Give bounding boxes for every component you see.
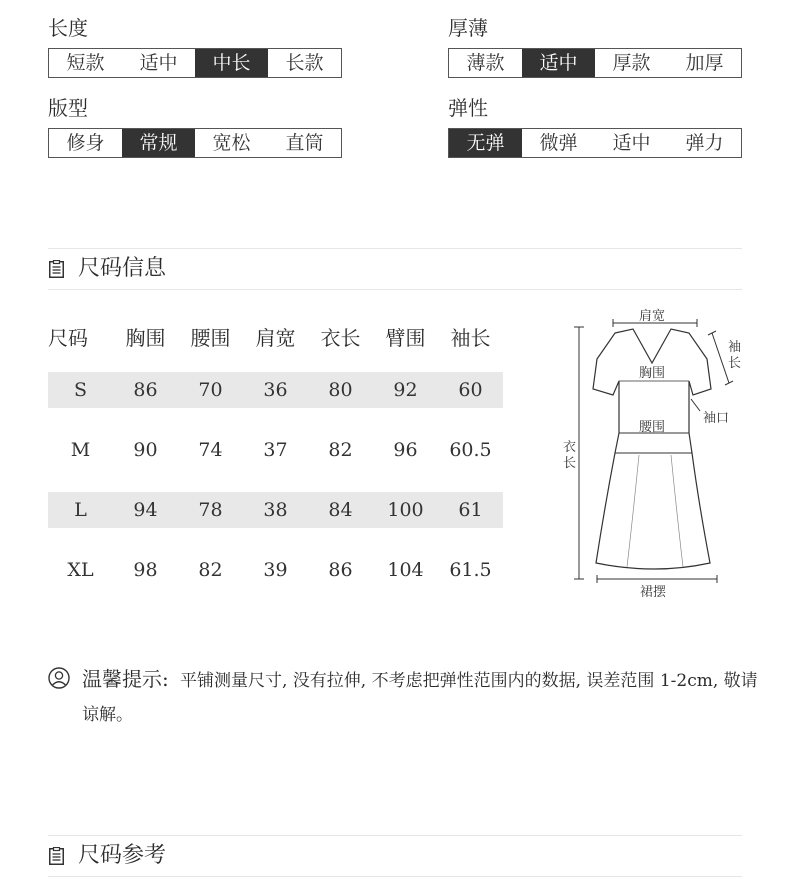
- length-option-medium: 适中: [139, 52, 178, 74]
- cell-size: XL: [67, 559, 94, 581]
- cell-shoulder: 36: [263, 379, 288, 401]
- cell-arm: 104: [387, 559, 424, 581]
- thickness-title: 厚薄: [448, 16, 488, 40]
- cell-sleeve: 61.5: [449, 559, 492, 581]
- fit-option-loose: 宽松: [212, 132, 251, 154]
- header-sleeve: 袖长: [450, 325, 491, 350]
- document-icon: [49, 260, 64, 278]
- elasticity-title: 弹性: [448, 96, 488, 120]
- fit-attribute: [48, 96, 342, 158]
- cell-shoulder: 37: [263, 439, 288, 461]
- elasticity-option-medium: 适中: [612, 132, 651, 154]
- label-length-2: 长: [563, 456, 577, 471]
- cell-waist: 74: [198, 439, 223, 461]
- user-icon: [48, 667, 70, 689]
- tip-label: 温馨提示:: [82, 667, 169, 691]
- table-row: [48, 492, 503, 528]
- header-chest: 胸围: [125, 325, 166, 350]
- header-waist: 腰围: [190, 325, 231, 350]
- length-attribute: [48, 16, 342, 78]
- label-cuff: 袖口: [703, 411, 730, 426]
- cell-arm: 100: [387, 499, 424, 521]
- fit-option-straight: 直筒: [285, 132, 324, 154]
- size-info-title: 尺码信息: [78, 256, 167, 281]
- cell-chest: 86: [133, 379, 158, 401]
- dress-outline: [593, 329, 711, 569]
- table-row: [48, 372, 503, 408]
- label-length-1: 衣: [563, 440, 577, 455]
- elasticity-attribute: [448, 96, 742, 158]
- cell-chest: 98: [133, 559, 158, 581]
- elasticity-option-none: 无弹: [449, 129, 522, 157]
- elasticity-option-slight: 微弹: [539, 132, 578, 154]
- size-table: [48, 318, 503, 588]
- table-row: [48, 552, 503, 588]
- cell-size: S: [73, 379, 88, 401]
- fit-option-slim: 修身: [66, 132, 105, 154]
- thickness-option-thick: 厚款: [612, 52, 651, 74]
- elasticity-option-stretch: 弹力: [685, 132, 724, 154]
- cell-length: 84: [328, 499, 353, 521]
- label-hem: 裙摆: [640, 585, 667, 600]
- document-icon: [49, 847, 64, 865]
- length-option-mid-long: 中长: [195, 49, 268, 77]
- thickness-option-medium: 适中: [522, 49, 595, 77]
- fit-options: [48, 128, 342, 158]
- cell-size: L: [74, 499, 87, 521]
- cell-arm: 96: [393, 439, 418, 461]
- label-sleeve-2: 长: [728, 356, 742, 371]
- fit-title: 版型: [48, 96, 88, 120]
- fit-option-regular: 常规: [122, 129, 195, 157]
- dress-diagram: [555, 305, 755, 605]
- header-shoulder: 肩宽: [255, 325, 296, 350]
- cell-arm: 92: [393, 379, 418, 401]
- length-options: [48, 48, 342, 78]
- label-chest: 胸围: [639, 366, 666, 381]
- table-header-row: [48, 318, 503, 354]
- cell-length: 86: [328, 559, 353, 581]
- cell-waist: 82: [198, 559, 223, 581]
- thickness-option-extra-thick: 加厚: [685, 52, 724, 74]
- cell-sleeve: 61: [458, 499, 483, 521]
- label-sleeve-1: 袖: [728, 340, 742, 355]
- thickness-attribute: [448, 16, 742, 78]
- label-waist: 腰围: [639, 420, 666, 435]
- header-size: 尺码: [48, 325, 88, 350]
- tip-text: 平铺测量尺寸, 没有拉伸, 不考虑把弹性范围内的数据, 误差范围 1-2cm, 敬请谅解。: [82, 671, 758, 725]
- length-title: 长度: [48, 16, 88, 40]
- cell-waist: 70: [198, 379, 223, 401]
- cell-chest: 94: [133, 499, 158, 521]
- cell-shoulder: 39: [263, 559, 288, 581]
- cell-length: 82: [328, 439, 353, 461]
- elasticity-options: [448, 128, 742, 158]
- cell-waist: 78: [198, 499, 223, 521]
- cell-chest: 90: [133, 439, 158, 461]
- length-option-long: 长款: [285, 52, 324, 74]
- label-shoulder: 肩宽: [639, 309, 666, 324]
- size-info-header: [48, 248, 742, 290]
- size-reference-title: 尺码参考: [78, 843, 167, 868]
- cell-length: 80: [328, 379, 353, 401]
- cell-sleeve: 60.5: [449, 439, 492, 461]
- table-row: [48, 432, 503, 468]
- size-reference-header: [48, 835, 742, 877]
- cell-shoulder: 38: [263, 499, 288, 521]
- thickness-options: [448, 48, 742, 78]
- thickness-option-thin: 薄款: [466, 52, 505, 74]
- header-length: 衣长: [320, 325, 361, 350]
- length-option-short: 短款: [66, 52, 105, 74]
- cell-sleeve: 60: [458, 379, 483, 401]
- header-arm: 臂围: [385, 325, 426, 350]
- cell-size: M: [70, 439, 91, 461]
